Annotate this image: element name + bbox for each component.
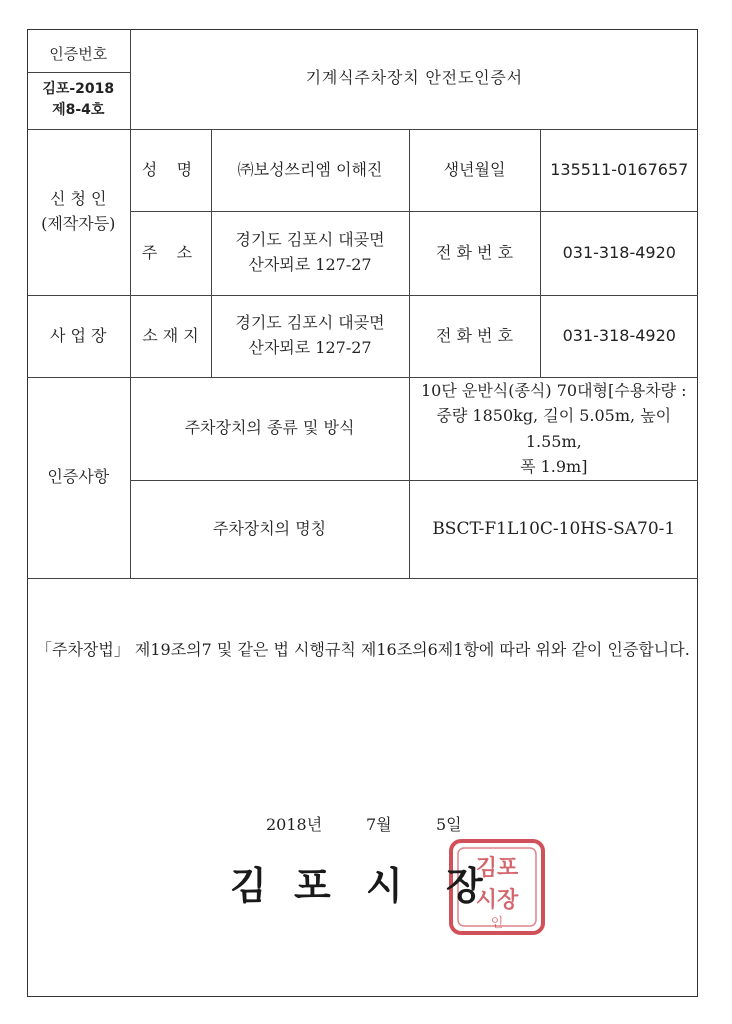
issuer-char-2: 포 (294, 864, 331, 908)
location-label: 소 재 지 (130, 295, 211, 377)
parking-type-line2: 중량 1850kg, 길이 5.05m, 높이 1.55m, (436, 406, 672, 451)
svg-text:시장: 시장 (475, 888, 519, 913)
applicant-address-line1: 경기도 김포시 대곶면 (235, 230, 385, 250)
applicant-phone-value: 031-318-4920 (540, 211, 698, 295)
workplace-phone-label: 전 화 번 호 (409, 295, 540, 377)
svg-text:김포: 김포 (475, 856, 519, 881)
parking-type-value (409, 377, 698, 480)
certification-statement: 「주차장법」 제19조의7 및 같은 법 시행규칙 제16조의6제1항에 따라 위와 같이 인증합니다. (36, 640, 690, 659)
cert-no-line2: 제8-4호 (52, 102, 105, 119)
parking-model-value: BSCT-F1L10C-10HS-SA70-1 (409, 480, 698, 578)
document-title: 기계식주차장치 안전도인증서 (130, 29, 698, 129)
applicant-section-label (27, 129, 130, 295)
birth-label: 생년월일 (409, 129, 540, 211)
parking-type-line1: 10단 운반식(종식) 70대형[수용차량 : (420, 380, 687, 400)
workplace-address (211, 295, 409, 377)
applicant-label-line2: (제작자등) (41, 214, 116, 233)
cert-no-line1: 김포-2018 (42, 80, 115, 97)
name-label: 성 명 (130, 129, 211, 211)
cert-no-value (27, 73, 130, 122)
workplace-phone-value: 031-318-4920 (540, 295, 698, 377)
cert-no-cell (27, 29, 130, 129)
applicant-address (211, 211, 409, 295)
applicant-address-line2: 산자뫼로 127-27 (248, 255, 372, 274)
issuer-char-1: 김 (230, 864, 267, 908)
workplace-address-line2: 산자뫼로 127-27 (248, 338, 372, 357)
address-label: 주 소 (130, 211, 211, 295)
certification-section-label: 인증사항 (27, 377, 130, 578)
applicant-label-line1: 신 청 인 (49, 189, 107, 209)
workplace-section-label: 사 업 장 (27, 295, 130, 377)
issue-month: 7월 (366, 815, 392, 834)
issuer-char-3: 시 (366, 864, 403, 908)
svg-text:인: 인 (490, 916, 504, 931)
workplace-address-line1: 경기도 김포시 대곶면 (235, 313, 385, 333)
issue-year: 2018년 (266, 815, 323, 834)
applicant-phone-label: 전 화 번 호 (409, 211, 540, 295)
name-value: ㈜보성쓰리엠 이해진 (211, 129, 409, 211)
parking-type-label: 주차장치의 종류 및 방식 (130, 377, 409, 480)
parking-type-line3: 폭 1.9m] (520, 457, 588, 477)
parking-model-label: 주차장치의 명칭 (130, 480, 409, 578)
certificate-table (27, 29, 698, 579)
cert-no-label: 인증번호 (27, 36, 130, 73)
issue-day: 5일 (436, 815, 462, 834)
birth-value: 135511-0167657 (540, 129, 698, 211)
issuer-char-4: 장 (446, 864, 483, 908)
